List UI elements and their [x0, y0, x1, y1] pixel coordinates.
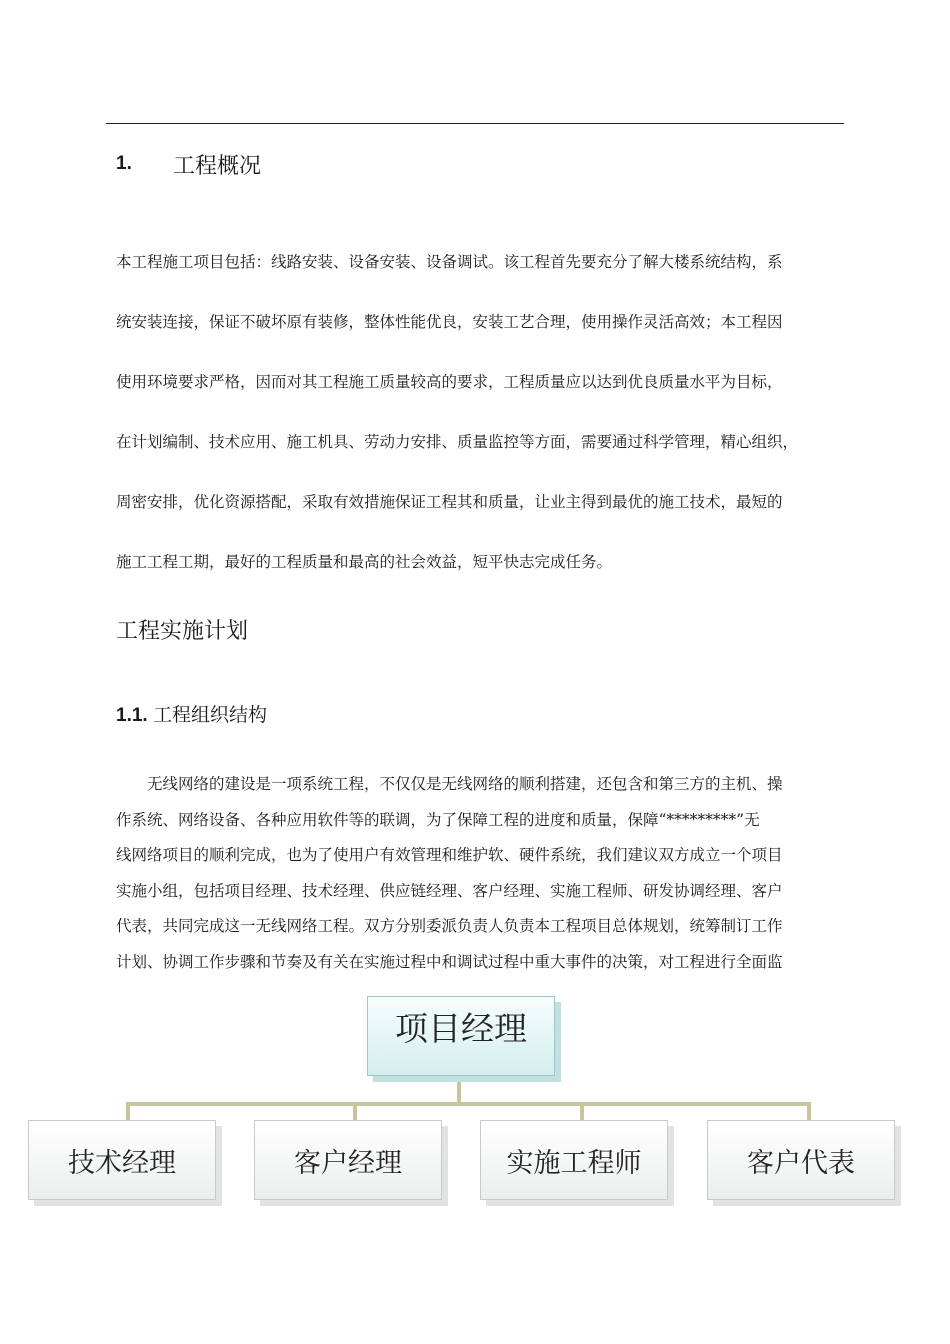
- paragraph-line: 周密安排，优化资源搭配，采取有效措施保证工程其和质量，让业主得到最优的施工技术，最短的: [116, 493, 783, 511]
- paragraph-line: 计划、协调工作步骤和节奏及有关在实施过程中和调试过程中重大事件的决策，对工程进行全面监: [116, 952, 783, 971]
- paragraph-line: 作系统、网络设备、各种应用软件等的联调，为了保障工程的进度和质量，保障“*********”无: [116, 810, 760, 829]
- paragraph-line: 使用环境要求严格，因而对其工程施工质量较高的要求，工程质量应以达到优良质量水平为目标，: [116, 373, 783, 391]
- connector-horizontal-bar: [126, 1102, 811, 1106]
- connector-branch: [353, 1102, 357, 1120]
- paragraph-line: 线网络项目的顺利完成，也为了使用户有效管理和维护软、硬件系统，我们建议双方成立一个项目: [116, 846, 783, 864]
- connector-branch: [580, 1102, 584, 1120]
- paragraph-line: 在计划编制、技术应用、施工机具、劳动力安排、质量监控等方面，需要通过科学管理，精心组织，: [116, 433, 799, 451]
- org-structure-paragraph: [116, 767, 838, 980]
- org-node-label: 项目经理: [395, 1009, 527, 1048]
- paragraph-line: 统安装连接，保证不破坏原有装修，整体性能优良，安装工艺合理，使用操作灵活高效；本工程因: [116, 313, 783, 331]
- org-node-account-manager: [254, 1120, 442, 1200]
- paragraph-line: 无线网络的建设是一项系统工程，不仅仅是无线网络的顺利搭建，还包含和第三方的主机、操: [116, 775, 783, 793]
- paragraph-line: 实施小组，包括项目经理、技术经理、供应链经理、客户经理、实施工程师、研发协调经理、客户: [116, 881, 783, 900]
- section-title: 工程概况: [173, 153, 262, 179]
- section-number: 1.: [116, 153, 132, 174]
- header-rule: [106, 123, 844, 124]
- connector-branch: [126, 1102, 130, 1120]
- org-node-label: 客户代表: [747, 1147, 855, 1179]
- overview-paragraph: [116, 232, 838, 592]
- org-node-label: 客户经理: [294, 1147, 402, 1179]
- paragraph-line: 本工程施工项目包括：线路安装、设备安装、设备调试。该工程首先要充分了解大楼系统结构，系: [116, 253, 783, 271]
- implementation-plan-heading: 工程实施计划: [116, 619, 249, 644]
- connector-branch: [807, 1102, 811, 1120]
- org-node-implementation-engineer: [480, 1120, 668, 1200]
- paragraph-line: 施工工程工期，最好的工程质量和最高的社会效益，短平快志完成任务。: [116, 553, 613, 571]
- org-node-project-manager: [367, 996, 555, 1076]
- subsection-number: 1.1.: [116, 705, 148, 726]
- section-heading-overview: [116, 148, 261, 180]
- paragraph-line: 代表，共同完成这一无线网络工程。双方分别委派负责人负责本工程项目总体规划，统筹制订工作: [116, 917, 783, 935]
- org-node-technical-manager: [28, 1120, 216, 1200]
- org-node-label: 技术经理: [68, 1147, 176, 1179]
- subsection-title: 工程组织结构: [152, 704, 267, 726]
- org-node-label: 实施工程师: [506, 1147, 642, 1179]
- subsection-heading-org-structure: [116, 700, 267, 727]
- org-node-customer-representative: [707, 1120, 895, 1200]
- connector-root-stem: [457, 1076, 461, 1104]
